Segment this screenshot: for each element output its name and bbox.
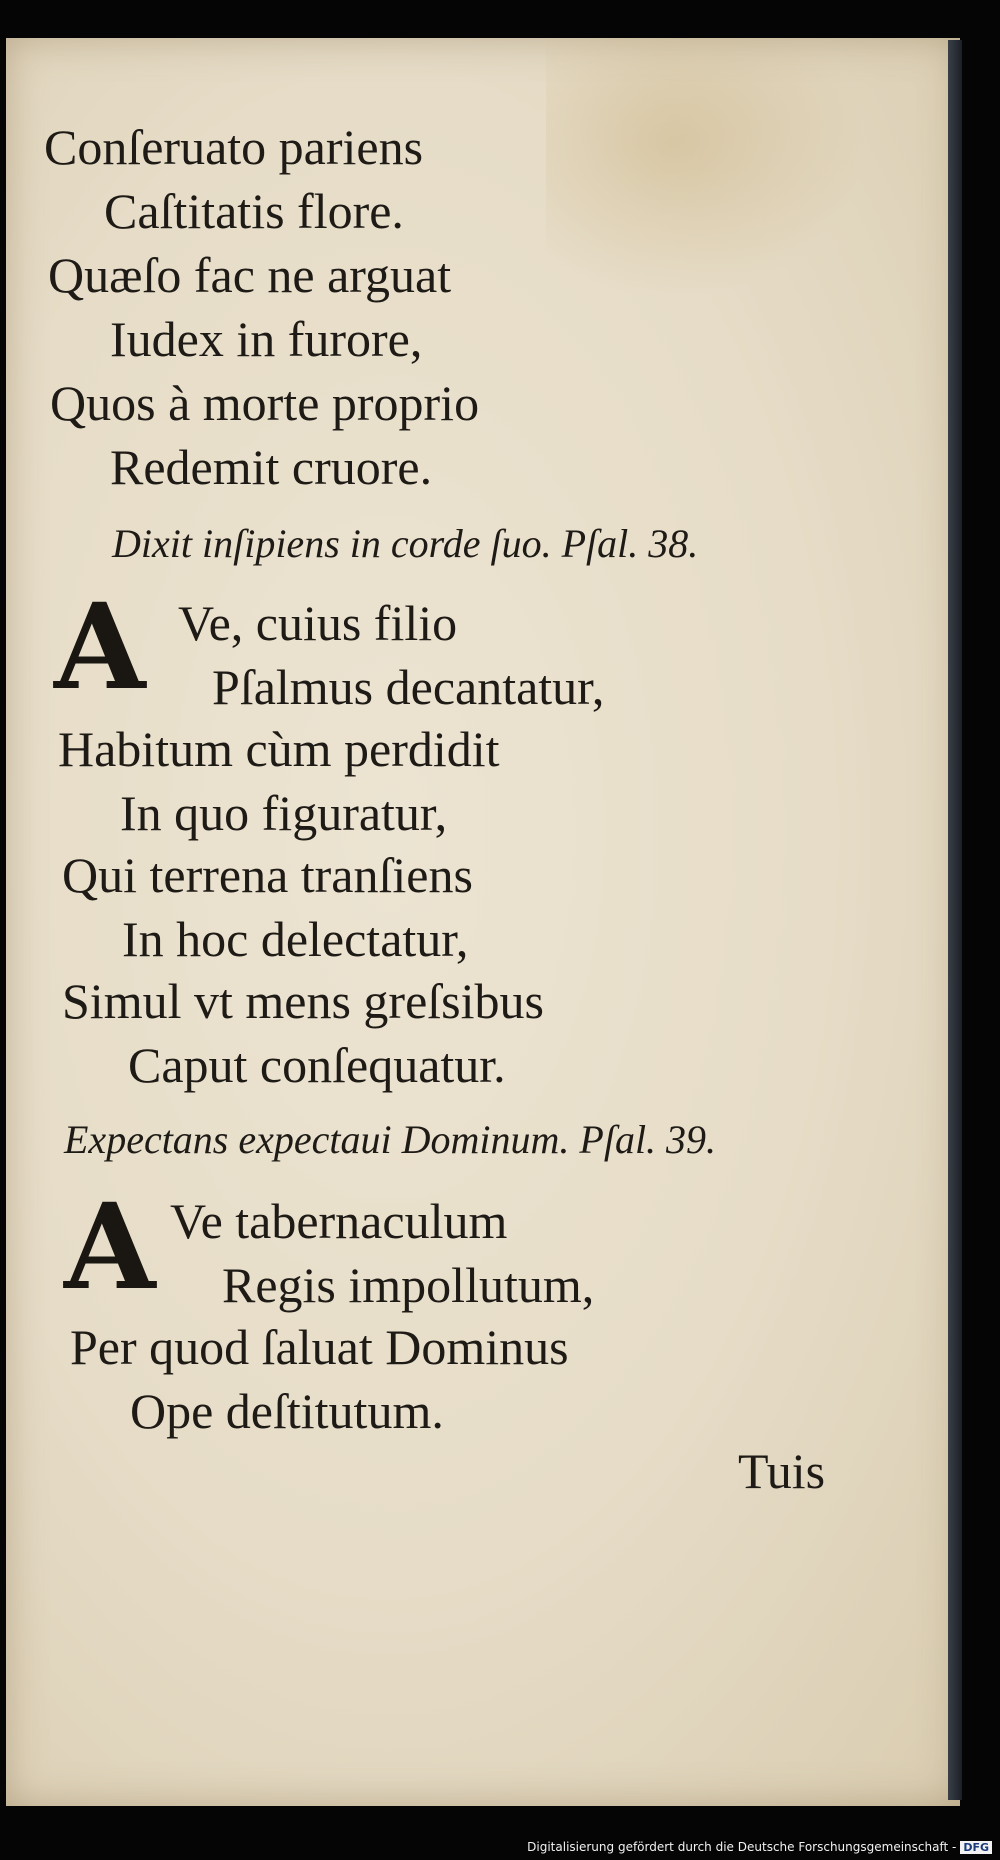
verse-line: Per quod ſaluat Dominus [70,1319,569,1375]
verse-line: Iudex in furore, [110,311,423,367]
verse-line: Pſalmus decantatur, [212,659,605,715]
drop-capital: A [64,1177,156,1316]
water-stain [546,38,866,298]
verse-line: Ve tabernaculum [170,1193,508,1249]
psalm-rubric: Dixit inſipiens in corde ſuo. Pſal. 38. [112,521,699,566]
verse-line: Ve, cuius filio [178,595,458,651]
verse-line: Simul vt mens greſsibus [62,973,544,1029]
page-edge [948,40,962,1800]
verse-line: Habitum cùm perdidit [58,721,500,777]
verse-line: Caſtitatis flore. [104,183,404,239]
digitization-credit [527,1841,992,1854]
verse-line: Regis impollutum, [222,1257,595,1313]
verse-line: Caput conſequatur. [128,1037,506,1093]
verse-line: Conſeruato pariens [44,119,424,175]
verse-line: Quæſo fac ne arguat [48,247,452,303]
verse-line: In hoc delectatur, [122,911,469,967]
verse-line: In quo figuratur, [120,785,448,841]
psalm-rubric: Expectans expectaui Dominum. Pſal. 39. [64,1117,717,1162]
credit-text: Digitalisierung gefördert durch die Deutsche Forschungsgemeinschaft - [527,1840,957,1854]
dfg-logo: DFG [960,1841,992,1854]
verse-line: Quos à morte proprio [50,375,480,431]
drop-capital: A [54,577,146,716]
verse-line: Ope deſtitutum. [130,1383,444,1439]
verse-line: Qui terrena tranſiens [62,847,473,903]
verse-line: Redemit cruore. [110,439,433,495]
catchword: Tuis [738,1443,826,1499]
